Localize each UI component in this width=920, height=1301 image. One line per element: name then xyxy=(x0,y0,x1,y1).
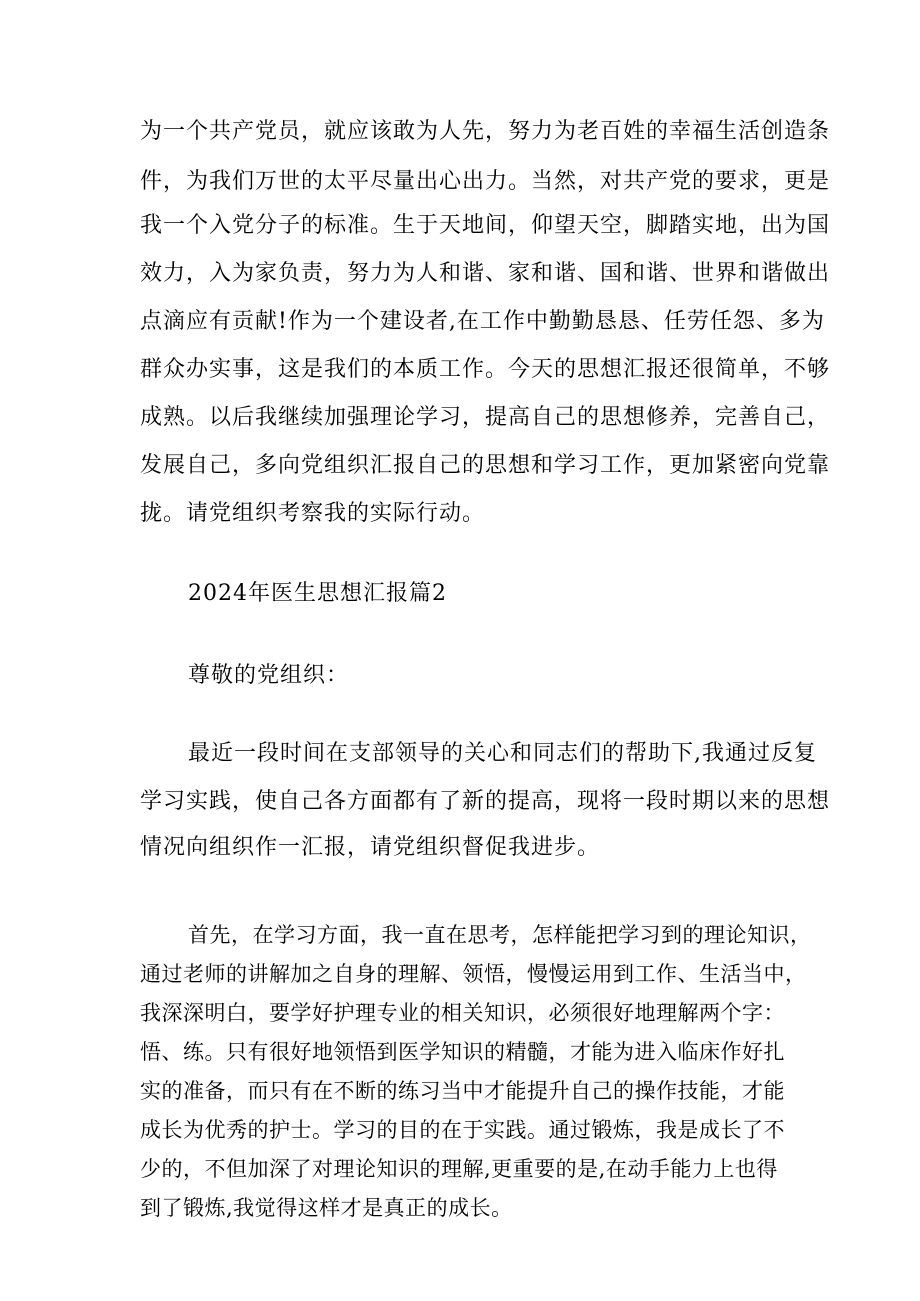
text-line: 成熟。以后我继续加强理论学习，提高自己的思想修养，完善自己， xyxy=(140,405,831,430)
text-line: 少的，不但加深了对理论知识的理解,更重要的是,在动手能力上也得 xyxy=(140,1157,778,1181)
text-line: 效力，入为家负责，努力为人和谐、家和谐、国和谐、世界和谐做出 xyxy=(140,261,831,286)
text-line: 通过老师的讲解加之自身的理解、领悟，慢慢运用到工作、生活当中， xyxy=(140,962,807,986)
text-line: 我深深明白，要学好护理专业的相关知识，必须很好地理解两个字： xyxy=(140,1001,785,1025)
text-line: 学习实践，使自己各方面都有了新的提高，现将一段时期以来的思想 xyxy=(140,789,831,814)
text-line: 件，为我们万世的太平尽量出心出力。当然，对共产党的要求，更是 xyxy=(140,169,831,194)
text-line: 首先，在学习方面，我一直在思考，怎样能把学习到的理论知识， xyxy=(188,923,812,947)
text-line: 我一个入党分子的标准。生于天地间，仰望天空，脚踏实地，出为国 xyxy=(140,213,831,238)
text-line: 悟、练。只有很好地领悟到医学知识的精髓，才能为进入临床作好扎 xyxy=(140,1040,785,1064)
text-line: 情况向组织作一汇报，请党组织督促我进步。 xyxy=(140,835,601,860)
text-line: 成长为优秀的护士。学习的目的在于实践。通过锻炼，我是成长了不 xyxy=(140,1118,785,1142)
text-line: 点滴应有贡献!作为一个建设者,在工作中勤勤恳恳、任劳任怨、多为 xyxy=(140,309,825,334)
text-line: 为一个共产党员，就应该敢为人先，努力为老百姓的幸福生活创造条 xyxy=(140,119,831,144)
text-line: 拢。请党组织考察我的实际行动。 xyxy=(140,501,486,526)
text-line: 群众办实事，这是我们的本质工作。今天的思想汇报还很简单，不够 xyxy=(140,357,831,382)
text-line: 到了锻炼,我觉得这样才是真正的成长。 xyxy=(140,1196,513,1220)
text-line: 最近一段时间在支部领导的关心和同志们的帮助下,我通过反复 xyxy=(188,741,817,766)
salutation: 尊敬的党组织： xyxy=(188,663,350,688)
text-line: 实的准备，而只有在不断的练习当中才能提升自己的操作技能，才能 xyxy=(140,1079,785,1103)
section-heading: 2024年医生思想汇报篇2 xyxy=(188,581,447,606)
text-line: 发展自己，多向党组织汇报自己的思想和学习工作，更加紧密向党靠 xyxy=(140,453,831,478)
